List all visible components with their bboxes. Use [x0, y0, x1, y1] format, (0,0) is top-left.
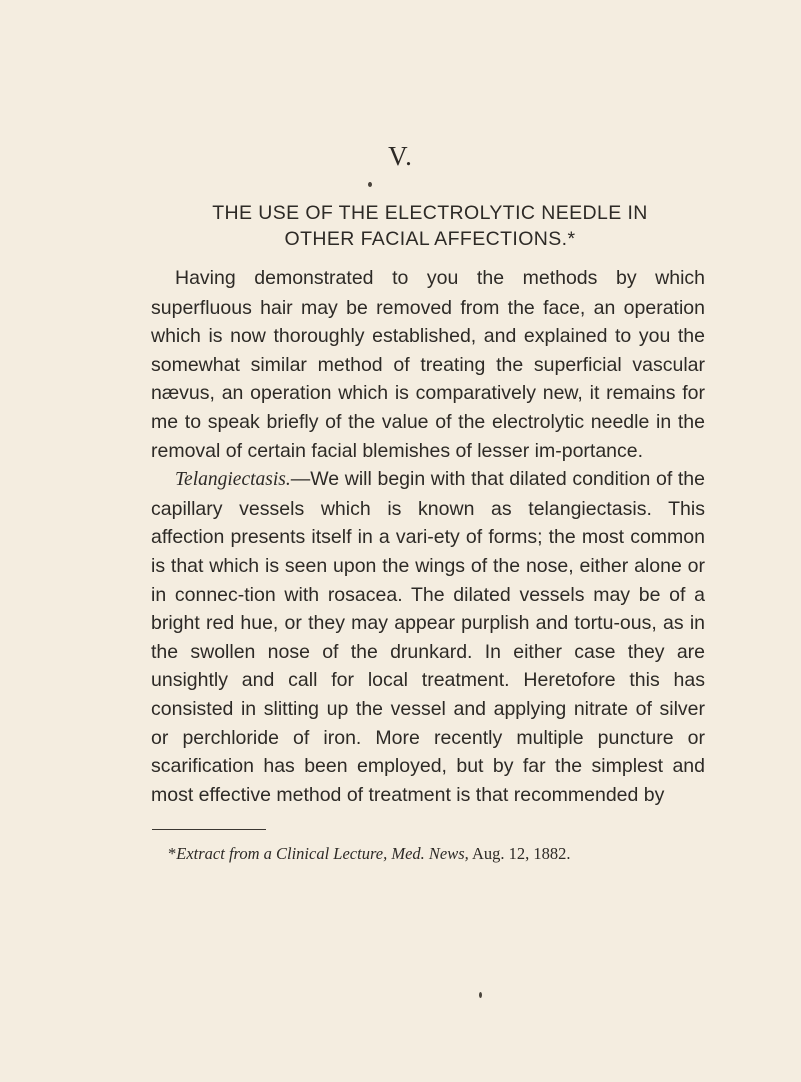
print-speck: [479, 992, 482, 998]
print-speck: [368, 182, 372, 187]
footnote-date: Aug. 12, 1882.: [468, 844, 571, 863]
footnote: [168, 843, 728, 865]
chapter-title: [150, 200, 710, 252]
footnote-citation: Extract from a Clinical Lecture, Med. News,: [176, 844, 469, 863]
footnote-rule: [152, 829, 266, 830]
paragraph-2-run-in: Telangiectasis.: [175, 469, 291, 491]
paragraph-2-text: —We will begin with that dilated condition of the capillary vessels which is known as telangiectasis. This affection presents itself in a vari-ety of forms; the most common is that which is seen upon the wings of the nose, either alone or in connec-tion with rosacea. The dilated vessels may be of a bright red hue, or they may appear purplish and tortu-ous, as in the swollen nose of the drunkard. In either case they are unsightly and call for local treatment. Heretofore this has consisted in slitting up the vessel and applying nitrate of silver or perchloride of iron. More recently multiple puncture or scarification has been employed, but by far the simplest and most effective method of treatment is that recommended by: [151, 468, 705, 806]
chapter-number: V.: [388, 141, 413, 171]
paragraph-2: [151, 465, 705, 809]
paragraph-1: [151, 264, 705, 465]
footnote-marker: *: [168, 844, 177, 863]
body-text: [151, 264, 705, 809]
chapter-title-line-2: OTHER FACIAL AFFECTIONS.*: [284, 228, 576, 250]
chapter-title-line-1: THE USE OF THE ELECTROLYTIC NEEDLE IN: [212, 202, 648, 224]
paragraph-1-text: Having demonstrated to you the methods by which superfluous hair may be removed from the face, an operation which is now thoroughly established, and explained to you the somewhat similar method of treating the superficial vascular nævus, an operation which is comparatively new, it remains for me to speak briefly of the value of the electrolytic needle in the removal of certain facial blemishes of lesser im-portance.: [151, 267, 705, 462]
